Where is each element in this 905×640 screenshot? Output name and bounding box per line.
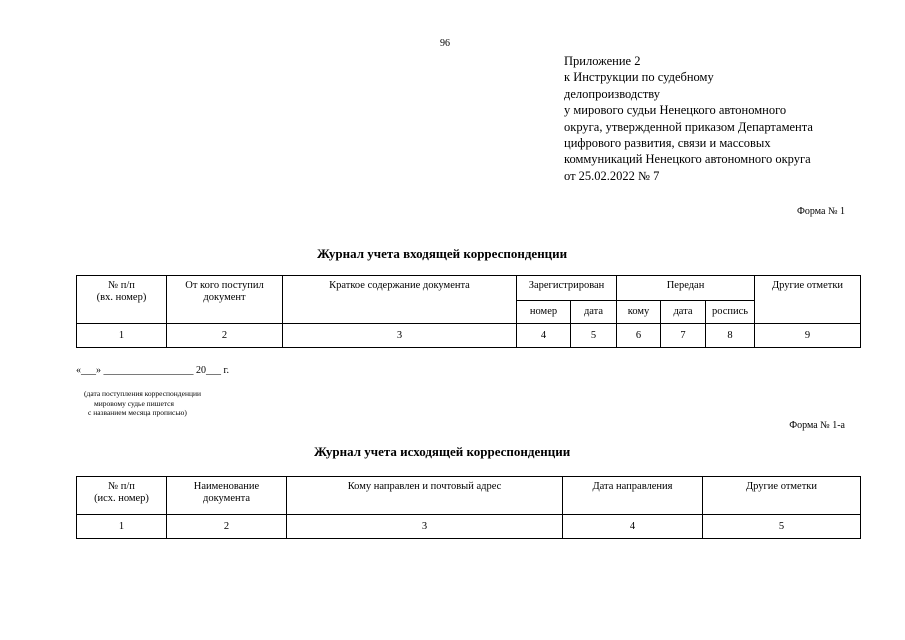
column-number-cell: 4 <box>563 515 703 539</box>
header-document-name: Наименование документа <box>167 477 287 515</box>
header-from: От кого поступил документ <box>167 276 283 324</box>
appendix-line: коммуникаций Ненецкого автономного округа <box>564 152 811 167</box>
appendix-line: к Инструкции по судебному <box>564 70 714 85</box>
header-transferred: Передан <box>617 276 755 301</box>
header-reg-date: дата <box>571 301 617 324</box>
outgoing-correspondence-table <box>76 476 861 539</box>
column-number-cell: 5 <box>571 324 617 348</box>
column-number-cell: 2 <box>167 515 287 539</box>
header-recipient: Кому направлен и почтовый адрес <box>287 477 563 515</box>
appendix-line: от 25.02.2022 № 7 <box>564 168 660 183</box>
appendix-line: цифрового развития, связи и массовых <box>564 136 771 151</box>
page-number: 96 <box>440 38 450 49</box>
column-number-cell: 3 <box>287 515 563 539</box>
column-number-cell: 3 <box>283 324 517 348</box>
appendix-line: у мирового судьи Ненецкого автономного <box>564 103 787 118</box>
column-number-cell: 9 <box>755 324 861 348</box>
appendix-line: округа, утвержденной приказом Департамента <box>564 119 813 134</box>
incoming-journal-title: Журнал учета входящей корреспонденции <box>317 246 568 261</box>
incoming-correspondence-table <box>76 275 861 348</box>
header-reg-number: номер <box>517 301 571 324</box>
header-other-marks: Другие отметки <box>703 477 861 515</box>
date-note <box>84 389 201 418</box>
header-registered: Зарегистрирован <box>517 276 617 301</box>
header-signature: роспись <box>706 301 755 324</box>
outgoing-journal-title: Журнал учета исходящей корреспонденции <box>314 444 571 459</box>
header-summary: Краткое содержание документа <box>283 276 517 324</box>
header-other-marks: Другие отметки <box>755 276 861 324</box>
column-number-cell: 1 <box>77 324 167 348</box>
appendix-header <box>564 53 813 184</box>
column-number-cell: 7 <box>661 324 706 348</box>
header-date-sent: Дата направления <box>563 477 703 515</box>
date-note-line: (дата поступления корреспонденции <box>84 389 202 398</box>
form-1-label: Форма № 1 <box>797 206 845 217</box>
header-number: № п/п (исх. номер) <box>77 477 167 515</box>
column-number-cell: 6 <box>617 324 661 348</box>
column-number-cell: 5 <box>703 515 861 539</box>
column-number-cell: 8 <box>706 324 755 348</box>
header-transfer-date: дата <box>661 301 706 324</box>
header-number: № п/п (вх. номер) <box>77 276 167 324</box>
form-1a-label: Форма № 1-а <box>789 420 845 431</box>
column-number-cell: 1 <box>77 515 167 539</box>
appendix-line: Приложение 2 <box>564 54 641 68</box>
date-line: «___» __________________ 20___ г. <box>76 365 229 376</box>
column-number-cell: 2 <box>167 324 283 348</box>
column-number-cell: 4 <box>517 324 571 348</box>
appendix-line: делопроизводству <box>564 86 661 101</box>
header-to-whom: кому <box>617 301 661 324</box>
date-note-line: с названием месяца прописью) <box>88 408 187 417</box>
date-note-line: мировому судье пишется <box>94 398 174 408</box>
